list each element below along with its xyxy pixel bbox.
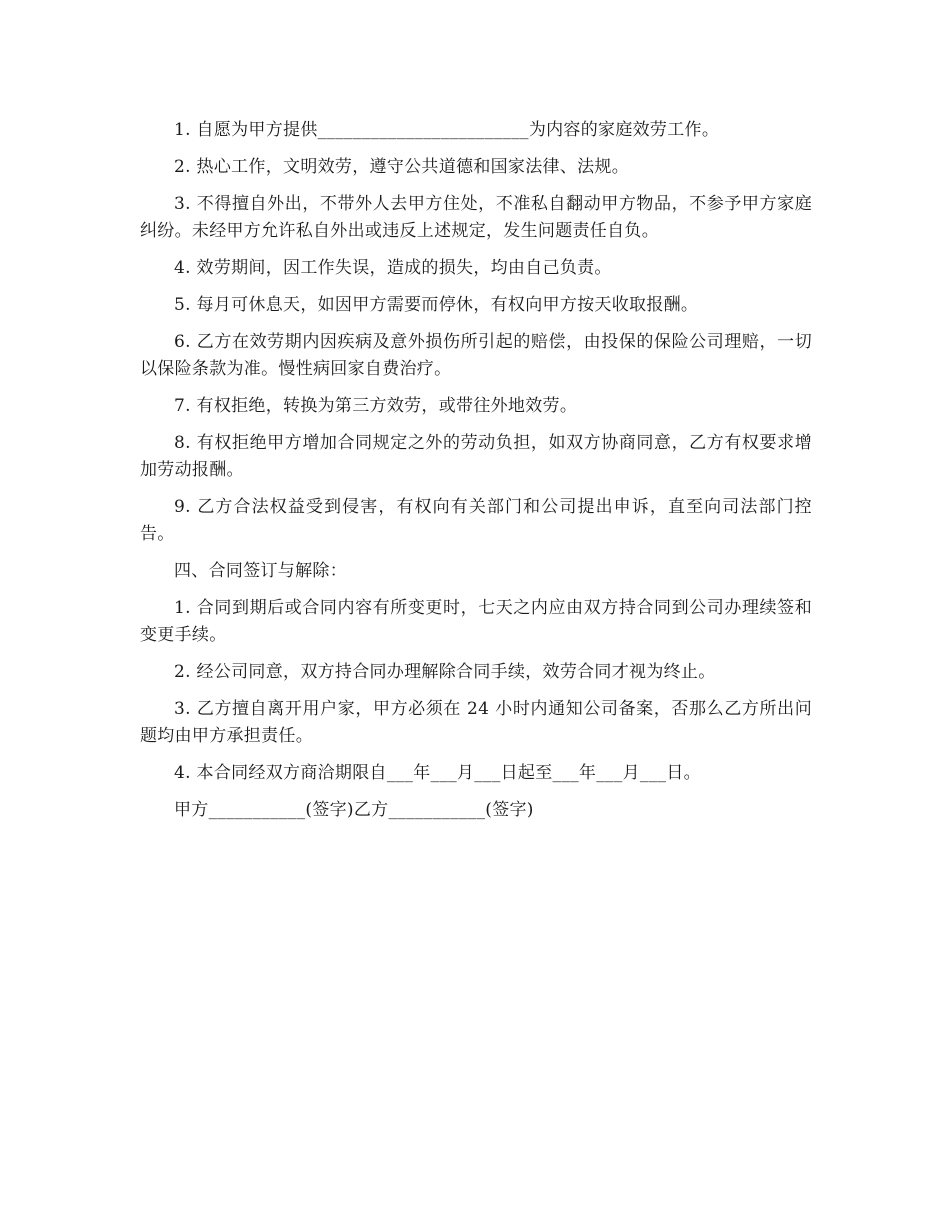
clause-7-refusal: 7. 有权拒绝，转换为第三方效劳，或带往外地效劳。 xyxy=(174,396,578,416)
clause-2-work-ethic: 2. 热心工作，文明效劳，遵守公共道德和国家法律、法规。 xyxy=(174,157,630,177)
clause-6-insurance: 6. 乙方在效劳期内因疾病及意外损伤所引起的赔偿，由投保的保险公司理赔，一切以保险条款为准。慢性病回家自费治疗。 xyxy=(140,332,812,379)
clause-3-conduct: 3. 不得擅自外出，不带外人去甲方住处，不准私自翻动甲方物品，不参予甲方家庭纠纷。未经甲方允许私自外出或违反上述规定，发生问题责任自负。 xyxy=(140,194,812,241)
signature-line: 甲方___________(签字)乙方___________(签字) xyxy=(174,800,534,820)
signing-clause-1-renewal: 1. 合同到期后或合同内容有所变更时，七天之内应由双方持合同到公司办理续签和变更手续。 xyxy=(140,598,812,645)
clause-4-liability: 4. 效劳期间，因工作失误，造成的损失，均由自己负责。 xyxy=(174,258,612,278)
clause-1-service-content: 1. 自愿为甲方提供________________________为内容的家庭效劳工作。 xyxy=(174,120,720,140)
section-heading-signing: 四、合同签订与解除： xyxy=(174,561,347,581)
clause-9-rights: 9. 乙方合法权益受到侵害，有权向有关部门和公司提出申诉，直至向司法部门控告。 xyxy=(140,497,812,544)
clause-8-extra-labor: 8. 有权拒绝甲方增加合同规定之外的劳动负担，如双方协商同意，乙方有权要求增加劳动报酬。 xyxy=(140,433,812,480)
signing-clause-3-departure: 3. 乙方擅自离开用户家，甲方必须在 24 小时内通知公司备案，否那么乙方所出问题均由甲方承担责任。 xyxy=(140,699,812,746)
signing-clause-2-termination: 2. 经公司同意，双方持合同办理解除合同手续，效劳合同才视为终止。 xyxy=(174,662,716,682)
document-page xyxy=(140,117,812,834)
signing-clause-4-term: 4. 本合同经双方商洽期限自___年___月___日起至___年___月___日。 xyxy=(174,763,701,783)
clause-5-rest-days: 5. 每月可休息天，如因甲方需要而停休，有权向甲方按天收取报酬。 xyxy=(174,295,699,315)
